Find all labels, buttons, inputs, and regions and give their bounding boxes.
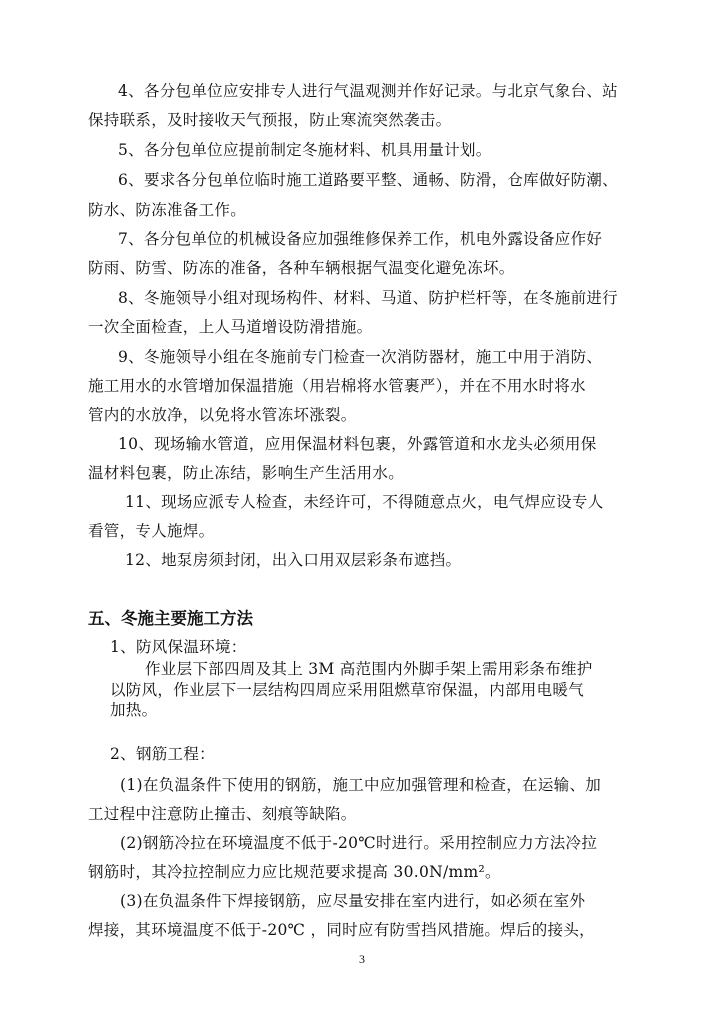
item-9-line-3: 管内的水放净，以免将水管冻坏涨裂。 (88, 406, 357, 424)
item-9-line-1: 9、冬施领导小组在冬施前专门检查一次消防器材，施工中用于消防、 (118, 348, 603, 366)
subsection-1-line-1: 作业层下部四周及其上 3M 高范围内外脚手架上需用彩条布维护 (145, 660, 593, 678)
item-7-line-2: 防雨、防雪、防冻的准备，各种车辆根据气温变化避免冻坏。 (88, 259, 515, 277)
item-6-line-2: 防水、防冻准备工作。 (88, 201, 247, 219)
steel-item-1-line-1: (1)在负温条件下使用的钢筋，施工中应加强管理和检查，在运输、加 (120, 776, 602, 794)
section-5-heading: 五、冬施主要施工方法 (88, 609, 253, 628)
steel-item-1-line-2: 工过程中注意防止撞击、刻痕等缺陷。 (88, 805, 357, 823)
item-8-line-1: 8、冬施领导小组对现场构件、材料、马道、防护栏杆等，在冬施前进行 (118, 289, 618, 307)
item-11-line-2: 看管，专人施焊。 (88, 522, 215, 540)
item-8-line-2: 一次全面检查，上人马道增设防滑措施。 (88, 318, 373, 336)
subsection-1-title: 1、防风保温环境： (110, 638, 247, 656)
steel-item-3-line-1: (3)在负温条件下焊接钢筋，应尽量安排在室内进行，如必须在室外 (120, 892, 586, 910)
item-4-line-2: 保持联系，及时接收天气预报，防止寒流突然袭击。 (88, 111, 452, 129)
steel-item-3-line-2: 焊接，其环境温度不低于-20℃ ，同时应有防雪挡风措施。焊后的接头， (88, 921, 595, 939)
subsection-2-title: 2、钢筋工程： (110, 745, 215, 763)
subsection-1-line-2: 以防风，作业层下一层结构四周应采用阻燃草帘保温，内部用电暖气 (110, 681, 585, 699)
steel-item-2-line-2: 钢筋时，其冷拉控制应力应比规范要求提高 30.0N/mm²。 (88, 863, 501, 881)
item-5-line-1: 5、各分包单位应提前制定冬施材料、机具用量计划。 (118, 141, 492, 159)
item-11-line-1: 11、现场应派专人检查，未经许可，不得随意点火，电气焊应设专人 (125, 493, 604, 511)
item-6-line-1: 6、要求各分包单位临时施工道路要平整、通畅、防滑，仓库做好防潮、 (118, 171, 618, 189)
subsection-1-line-3: 加热。 (110, 701, 158, 719)
item-9-line-2: 施工用水的水管增加保温措施（用岩棉将水管裹严），并在不用水时将水 (88, 377, 586, 395)
item-12-line-1: 12、地泵房须封闭，出入口用双层彩条布遮挡。 (125, 551, 462, 569)
item-10-line-2: 温材料包裹，防止冻结，影响生产生活用水。 (88, 464, 405, 482)
item-4-line-1: 4、各分包单位应安排专人进行气温观测并作好记录。与北京气象台、站 (118, 82, 618, 100)
item-10-line-1: 10、现场输水管道，应用保温材料包裹，外露管道和水龙头必须用保 (118, 435, 597, 453)
page-number: 3 (359, 952, 365, 966)
item-7-line-1: 7、各分包单位的机械设备应加强维修保养工作，机电外露设备应作好 (118, 230, 603, 248)
steel-item-2-line-1: (2)钢筋冷拉在环境温度不低于-20℃时进行。采用控制应力方法冷拉 (120, 834, 598, 852)
